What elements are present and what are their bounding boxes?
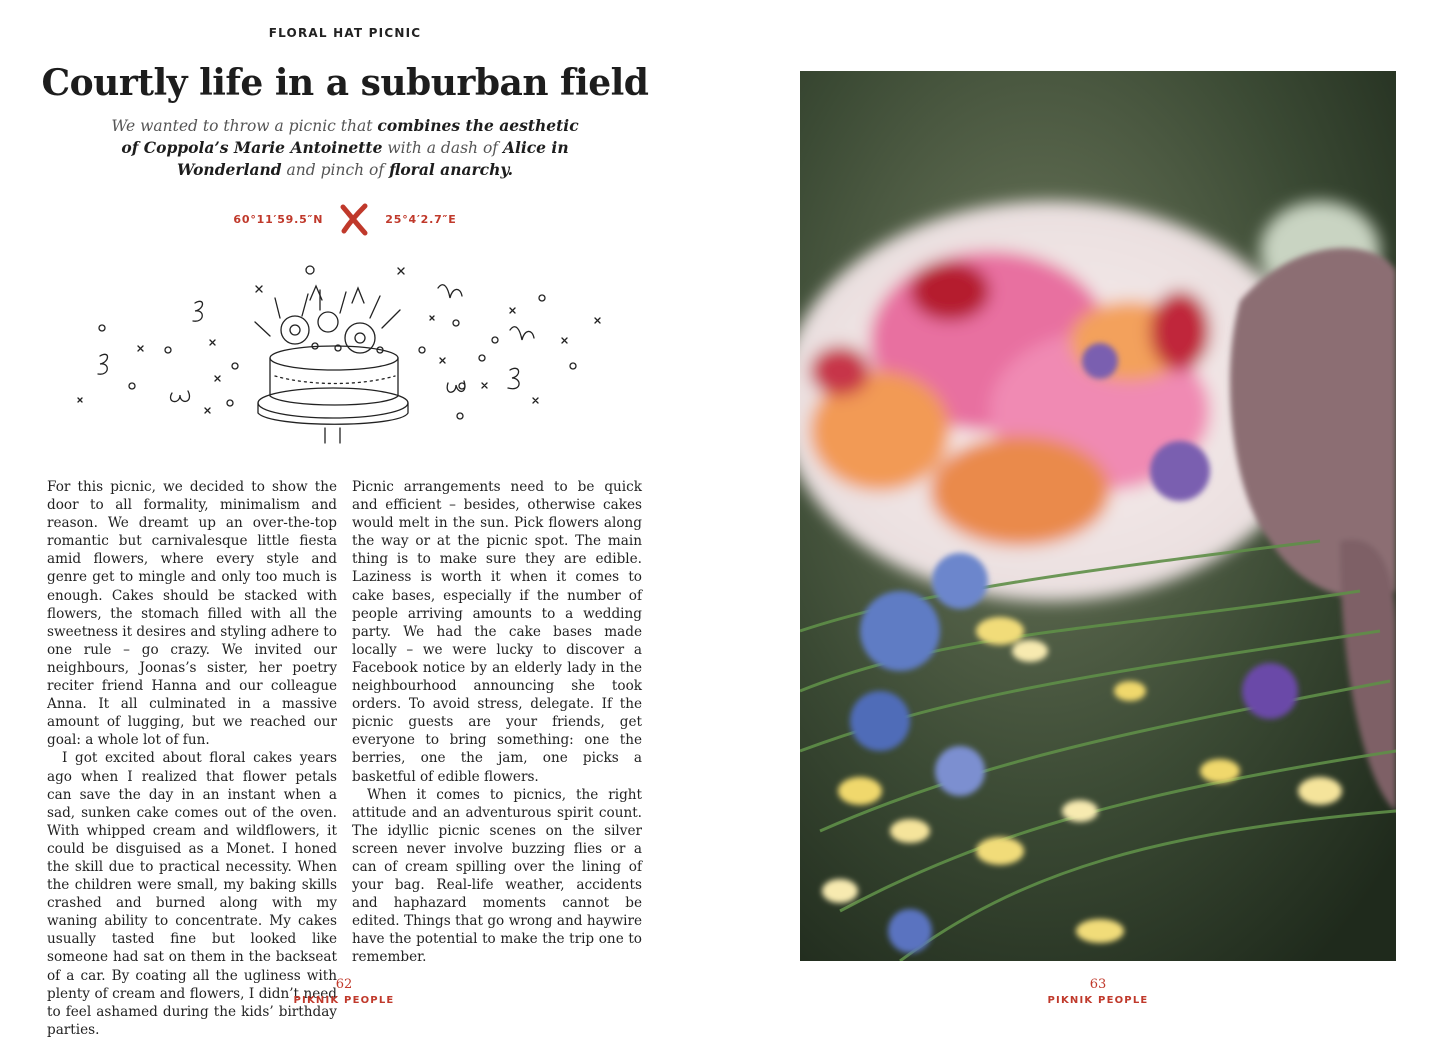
x-mark-icon — [337, 202, 371, 236]
paragraph: I got excited about floral cakes years ago when I realized that flower petals can save the day in an instant when a sad, sunken cake comes out of the oven. With whipped cream and wildflowers, it could be disguised as a Monet. I honed the skill due to practical necessity. When the children were small, my baking skills crashed and burned along with my waning ability to concentrate. My cakes usually tasted fine but looked like someone had sat on them in the backseat of a car. By coating all the ugliness with plenty of cream and flowers, I didn’t need to feel ashamed during the kids’ birthday parties. — [47, 750, 337, 1038]
coordinates — [0, 202, 690, 236]
paragraph: Picnic arrangements need to be quick and efficient – besides, otherwise cakes would melt in the sun. Pick flowers along the way or at the picnic spot. The main thing is to make sure they are edible. Laziness is worth it when it comes to cake bases, especially if the number of people arriving amounts to a wedding party. We had the cake bases made locally – we were lucky to discover a Facebook notice by an elderly lady in the neighbourhood announcing she took orders. To avoid stress, delegate. If the picnic guests are your friends, get everyone to bring something: one the berries, one the jam, one picks a basketful of edible flowers. — [352, 479, 642, 785]
article-intro: We wanted to throw a picnic that combines the aesthetic of Coppola’s Marie Antoinette with a dash of Alice in Wonderland and pinch of floral anarchy. — [111, 116, 579, 179]
floral-cake-illustration — [70, 258, 610, 458]
right-page-number: 63 — [1089, 977, 1107, 992]
longitude: 25°4′2.7″E — [385, 212, 457, 226]
paragraph: When it comes to picnics, the right attitude and an adventurous spirit count. The idyllic picnic scenes on the silver screen never involve buzzing flies or a can of cream spilling over the lining of your bag. Real-life weather, accidents and haphazard moments cannot be edited. Things that go wrong and haywire have the potential to make the trip one to remember. — [352, 786, 642, 966]
right-brand: PIKNIK PEOPLE — [1047, 995, 1149, 1006]
body-column-2 — [352, 478, 642, 967]
article-title: Courtly life in a suburban field — [41, 62, 649, 104]
paragraph: For this picnic, we decided to show the door to all formality, minimalism and reason. We dreamt up an over-the-top romantic but carnivalesque little fiesta amid flowers, where every style and genre get to mingle and only too much is enough. Cakes should be stacked with flowers, the stomach filled with all the sweetness it desires and styling adhere to one rule – go crazy. We invited our neighbours, Joonas’s sister, her poetry reciter friend Hanna and our colleague Anna. It all culminated in a massive amount of lugging, but we reached our goal: a whole lot of fun. — [47, 479, 337, 749]
cake-flowers-photo — [800, 71, 1396, 961]
left-brand: PIKNIK PEOPLE — [293, 995, 395, 1006]
latitude: 60°11′59.5″N — [233, 212, 324, 226]
left-page-number: 62 — [335, 977, 353, 992]
section-label: FLORAL HAT PICNIC — [268, 26, 422, 40]
body-column-1 — [47, 478, 337, 1039]
